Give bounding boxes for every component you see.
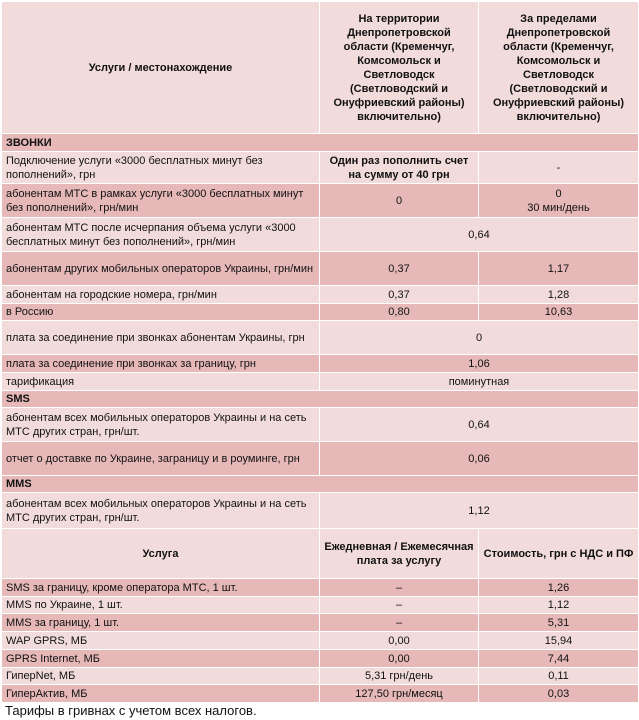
- row-merged: 0,06: [320, 442, 639, 476]
- service-price: 1,26: [479, 579, 639, 597]
- row-merged: 0: [320, 321, 639, 355]
- row-label: абонентам всех мобильных операторов Украины и на сеть МТС других стран, грн/шт.: [2, 493, 320, 529]
- service-name: MMS за границу, 1 шт.: [2, 614, 320, 632]
- section-title: MMS: [2, 476, 639, 493]
- header-services: Услуги / местонахождение: [2, 2, 320, 134]
- row-label: абонентам на городские номера, грн/мин: [2, 286, 320, 304]
- table-row: [2, 304, 639, 321]
- row-outside-value: 0: [555, 187, 562, 200]
- row-label: Подключение услуги «3000 бесплатных минут без пополнений», грн: [2, 152, 320, 184]
- table-row: [2, 184, 639, 218]
- header-inside-region: На территории Днепропетровской области (Кременчуг, Комсомольск и Светловодск (Светловодский и Онуфриевский районы) включительно): [320, 2, 479, 134]
- table-row: [2, 614, 639, 632]
- row-merged: 1,06: [320, 355, 639, 373]
- header-fee: Ежедневная / Ежемесячная плата за услугу: [320, 529, 479, 579]
- row-label: тарификация: [2, 373, 320, 391]
- row-label: отчет о доставке по Украине, заграницу и в роуминге, грн: [2, 442, 320, 476]
- table-header-row: [2, 2, 639, 134]
- table-row: [2, 493, 639, 529]
- section-calls: [2, 134, 639, 152]
- service-name: GPRS Internet, МБ: [2, 650, 320, 668]
- table-row: [2, 597, 639, 614]
- service-price: 0,03: [479, 685, 639, 703]
- table-row: [2, 152, 639, 184]
- row-inside: Один раз пополнить счет на сумму от 40 грн: [320, 152, 479, 184]
- row-label: абонентам других мобильных операторов Украины, грн/мин: [2, 252, 320, 286]
- header-outside-region: За пределами Днепропетровской области (Кременчуг, Комсомольск и Светловодск (Светловодский и Онуфриевский районы) включительно): [479, 2, 639, 134]
- row-inside: 0,37: [320, 252, 479, 286]
- service-price: 7,44: [479, 650, 639, 668]
- table-row: [2, 668, 639, 685]
- service-fee: –: [320, 597, 479, 614]
- row-merged: 1,12: [320, 493, 639, 529]
- row-inside: 0: [320, 184, 479, 218]
- row-outside-note: 30 мин/день: [527, 201, 590, 214]
- table-row: [2, 321, 639, 355]
- row-outside: 1,28: [479, 286, 639, 304]
- row-label: абонентам МТС в рамках услуги «3000 бесплатных минут без пополнений», грн/мин: [2, 184, 320, 218]
- row-label: абонентам МТС после исчерпания объема услуги «3000 бесплатных минут без пополнений», грн/мин: [2, 218, 320, 252]
- service-name: ГиперАктив, МБ: [2, 685, 320, 703]
- header-service: Услуга: [2, 529, 320, 579]
- row-label: абонентам всех мобильных операторов Украины и на сеть МТС других стран, грн/шт.: [2, 408, 320, 442]
- section-sms: [2, 391, 639, 408]
- table-row: [2, 355, 639, 373]
- service-name: SMS за границу, кроме оператора МТС, 1 шт.: [2, 579, 320, 597]
- services-header-row: [2, 529, 639, 579]
- service-fee: 0,00: [320, 650, 479, 668]
- row-inside: 0,37: [320, 286, 479, 304]
- service-price: 1,12: [479, 597, 639, 614]
- service-name: MMS по Украине, 1 шт.: [2, 597, 320, 614]
- table-row: [2, 685, 639, 703]
- footnote: Тарифы в гривнах с учетом всех налогов.: [5, 703, 257, 718]
- row-merged: поминутная: [320, 373, 639, 391]
- section-title: SMS: [2, 391, 639, 408]
- row-outside: 10,63: [479, 304, 639, 321]
- tariff-table: [1, 1, 639, 703]
- section-title: ЗВОНКИ: [2, 134, 639, 152]
- row-label: плата за соединение при звонках за границу, грн: [2, 355, 320, 373]
- row-inside: 0,80: [320, 304, 479, 321]
- service-price: 0,11: [479, 668, 639, 685]
- table-row: [2, 408, 639, 442]
- service-fee: –: [320, 614, 479, 632]
- service-fee: 5,31 грн/день: [320, 668, 479, 685]
- table-row: [2, 650, 639, 668]
- service-fee: 127,50 грн/месяц: [320, 685, 479, 703]
- table-row: [2, 218, 639, 252]
- table-row: [2, 286, 639, 304]
- table-row: [2, 579, 639, 597]
- row-label: плата за соединение при звонках абонентам Украины, грн: [2, 321, 320, 355]
- service-fee: 0,00: [320, 632, 479, 650]
- row-label: в Россию: [2, 304, 320, 321]
- row-outside: [479, 184, 639, 218]
- service-price: 15,94: [479, 632, 639, 650]
- section-mms: [2, 476, 639, 493]
- row-merged: 0,64: [320, 408, 639, 442]
- table-row: [2, 252, 639, 286]
- table-row: [2, 373, 639, 391]
- service-name: WAP GPRS, МБ: [2, 632, 320, 650]
- service-price: 5,31: [479, 614, 639, 632]
- service-fee: –: [320, 579, 479, 597]
- table-row: [2, 442, 639, 476]
- table-row: [2, 632, 639, 650]
- row-outside: -: [479, 152, 639, 184]
- service-name: ГиперNet, МБ: [2, 668, 320, 685]
- row-merged: 0,64: [320, 218, 639, 252]
- row-outside: 1,17: [479, 252, 639, 286]
- header-price: Стоимость, грн с НДС и ПФ: [479, 529, 639, 579]
